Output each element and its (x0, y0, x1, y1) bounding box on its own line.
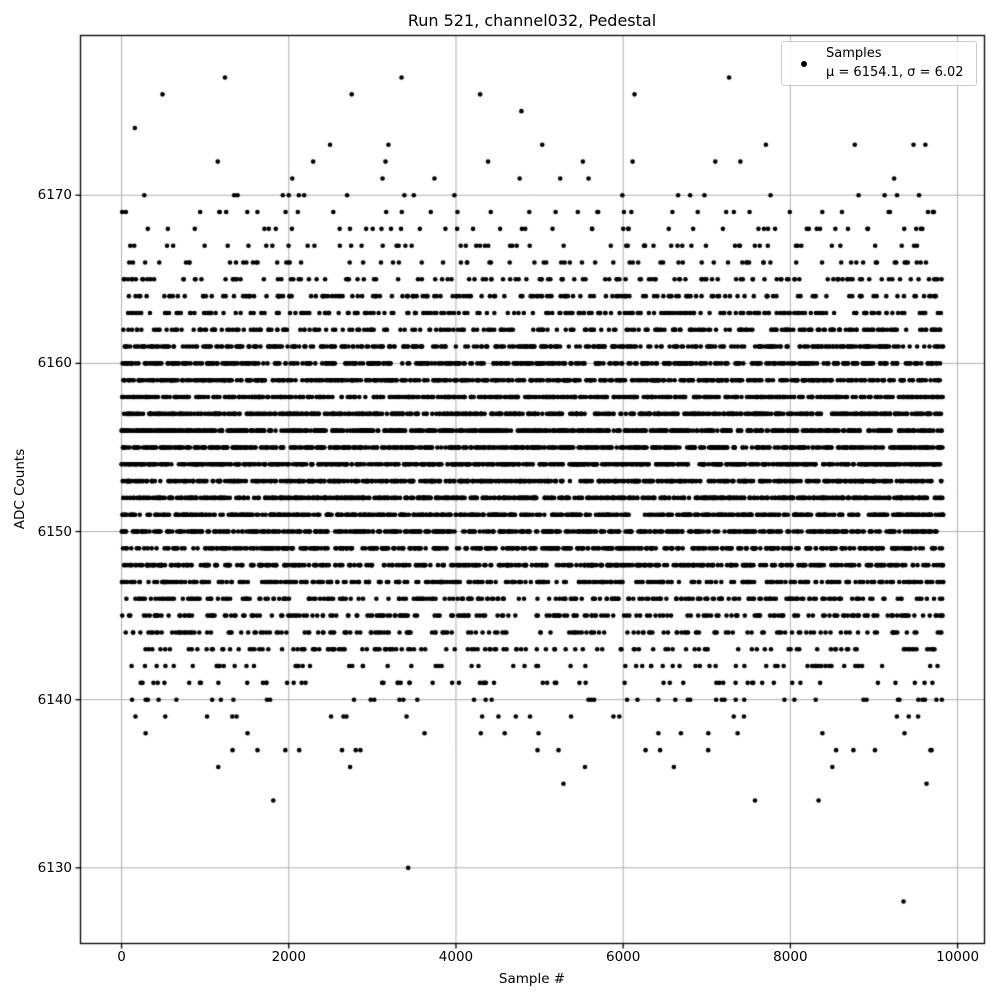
y-tick-label: 6170 (37, 187, 72, 204)
legend-stats-label: μ = 6154.1, σ = 6.02 (826, 64, 964, 80)
legend-series-label: Samples (826, 45, 882, 61)
samples-marker-icon (801, 61, 807, 67)
x-tick-label: 10000 (936, 949, 980, 965)
legend-marker-column (782, 61, 826, 67)
legend (781, 41, 977, 86)
x-tick-label: 4000 (438, 949, 474, 965)
y-tick-label: 6140 (37, 691, 72, 708)
x-tick-label: 8000 (773, 949, 808, 965)
x-axis-label: Sample # (498, 971, 566, 987)
x-tick-label: 6000 (605, 949, 641, 965)
chart-title: Run 521, channel032, Pedestal (407, 11, 657, 30)
y-tick-label: 6130 (37, 859, 72, 876)
x-tick-label: 2000 (271, 949, 306, 965)
y-tick-label: 6160 (37, 355, 72, 372)
legend-text (826, 45, 964, 83)
y-axis-label: ADC Counts (12, 448, 28, 530)
x-tick-label: 0 (117, 949, 126, 965)
y-tick-label: 6150 (37, 523, 72, 540)
